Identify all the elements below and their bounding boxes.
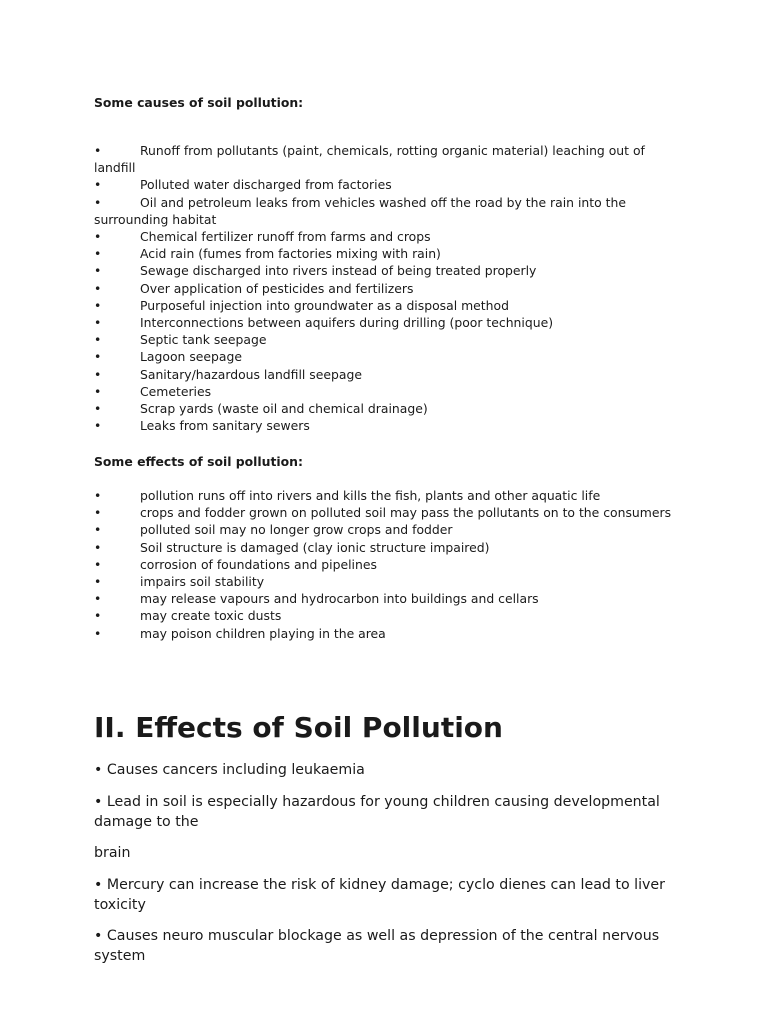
paragraph-neuro: • Causes neuro muscular blockage as well as depression of the central nervous system [94, 928, 660, 964]
list-item [94, 228, 684, 245]
paragraph-cancers: • Causes cancers including leukaemia [94, 762, 365, 778]
list-item-text: Over application of pesticides and fertilizers [140, 280, 414, 296]
list-item [94, 539, 684, 556]
list-item [94, 314, 684, 331]
bullet-icon: • [94, 229, 102, 245]
bullet-icon: • [94, 383, 102, 399]
list-item [94, 142, 684, 176]
list-item [94, 176, 684, 193]
bullet-icon: • [94, 349, 102, 365]
list-item-text: Sanitary/hazardous landfill seepage [140, 366, 362, 382]
list-item [94, 383, 684, 400]
bullet-icon: • [94, 539, 102, 555]
list-item [94, 556, 684, 573]
list-item-text: Soil structure is damaged (clay ionic structure impaired) [140, 539, 490, 555]
bullet-icon: • [94, 263, 102, 279]
paragraph-lead: • Lead in soil is especially hazardous for young children causing developmental damage to the [94, 794, 660, 830]
list-item [94, 607, 684, 624]
bullet-icon: • [94, 418, 102, 434]
list-item-text: Acid rain (fumes from factories mixing with rain) [140, 246, 441, 262]
bullet-icon: • [94, 401, 102, 417]
list-item [94, 504, 684, 521]
list-item [94, 625, 684, 642]
bullet-icon: • [94, 194, 102, 210]
causes-list [94, 142, 684, 434]
effects-heading: Some effects of soil pollution: [94, 454, 303, 469]
list-item [94, 262, 684, 279]
list-item [94, 400, 684, 417]
list-item-text: Sewage discharged into rivers instead of being treated properly [140, 263, 537, 279]
list-item-text: crops and fodder grown on polluted soil may pass the pollutants on to the consumers [140, 505, 672, 521]
list-item-text: Purposeful injection into groundwater as a disposal method [140, 297, 509, 313]
bullet-icon: • [94, 177, 102, 193]
section-title: II. Effects of Soil Pollution [94, 711, 503, 744]
bullet-icon: • [94, 556, 102, 572]
list-item [94, 245, 684, 262]
list-item [94, 348, 684, 365]
bullet-icon: • [94, 315, 102, 331]
list-item-text: Chemical fertilizer runoff from farms and crops [140, 229, 431, 245]
paragraph-brain: brain [94, 845, 131, 861]
bullet-icon: • [94, 280, 102, 296]
list-item-text: Septic tank seepage [140, 332, 267, 348]
list-item-text: Lagoon seepage [140, 349, 242, 365]
bullet-icon: • [94, 574, 102, 590]
bullet-icon: • [94, 366, 102, 382]
list-item-text: pollution runs off into rivers and kills the fish, plants and other aquatic life [140, 488, 601, 503]
bullet-icon: • [94, 297, 102, 313]
bullet-icon: • [94, 522, 102, 538]
bullet-icon: • [94, 625, 102, 641]
list-item-text: Runoff from pollutants (paint, chemicals, rotting organic material) leaching out of landfill [94, 143, 645, 176]
list-item-text: Cemeteries [140, 383, 212, 399]
list-item-text: Interconnections between aquifers during drilling (poor technique) [140, 315, 554, 331]
list-item-text: corrosion of foundations and pipelines [140, 556, 377, 572]
list-item [94, 573, 684, 590]
list-item-text: may poison children playing in the area [140, 625, 386, 641]
list-item-text: Scrap yards (waste oil and chemical drainage) [140, 401, 428, 417]
list-item-text: polluted soil may no longer grow crops and fodder [140, 522, 453, 538]
bullet-icon: • [94, 488, 102, 503]
effects-list [94, 487, 684, 642]
bullet-icon: • [94, 591, 102, 607]
bullet-icon: • [94, 246, 102, 262]
list-item [94, 280, 684, 297]
causes-heading: Some causes of soil pollution: [94, 95, 304, 110]
list-item-text: Polluted water discharged from factories [140, 177, 392, 193]
list-item [94, 521, 684, 538]
bullet-icon: • [94, 608, 102, 624]
list-item [94, 194, 684, 228]
list-item [94, 487, 684, 504]
list-item [94, 590, 684, 607]
list-item [94, 331, 684, 348]
list-item-text: may release vapours and hydrocarbon into buildings and cellars [140, 591, 539, 607]
list-item [94, 297, 684, 314]
list-item-text: may create toxic dusts [140, 608, 282, 624]
bullet-icon: • [94, 332, 102, 348]
bullet-icon: • [94, 143, 102, 158]
list-item-text: Oil and petroleum leaks from vehicles washed off the road by the rain into the surrounding habitat [94, 194, 626, 227]
list-item-text: Leaks from sanitary sewers [140, 418, 310, 434]
list-item-text: impairs soil stability [140, 574, 265, 590]
list-item [94, 366, 684, 383]
list-item [94, 417, 684, 434]
bullet-icon: • [94, 505, 102, 521]
paragraph-mercury: • Mercury can increase the risk of kidney damage; cyclo dienes can lead to liver toxicity [94, 877, 665, 913]
